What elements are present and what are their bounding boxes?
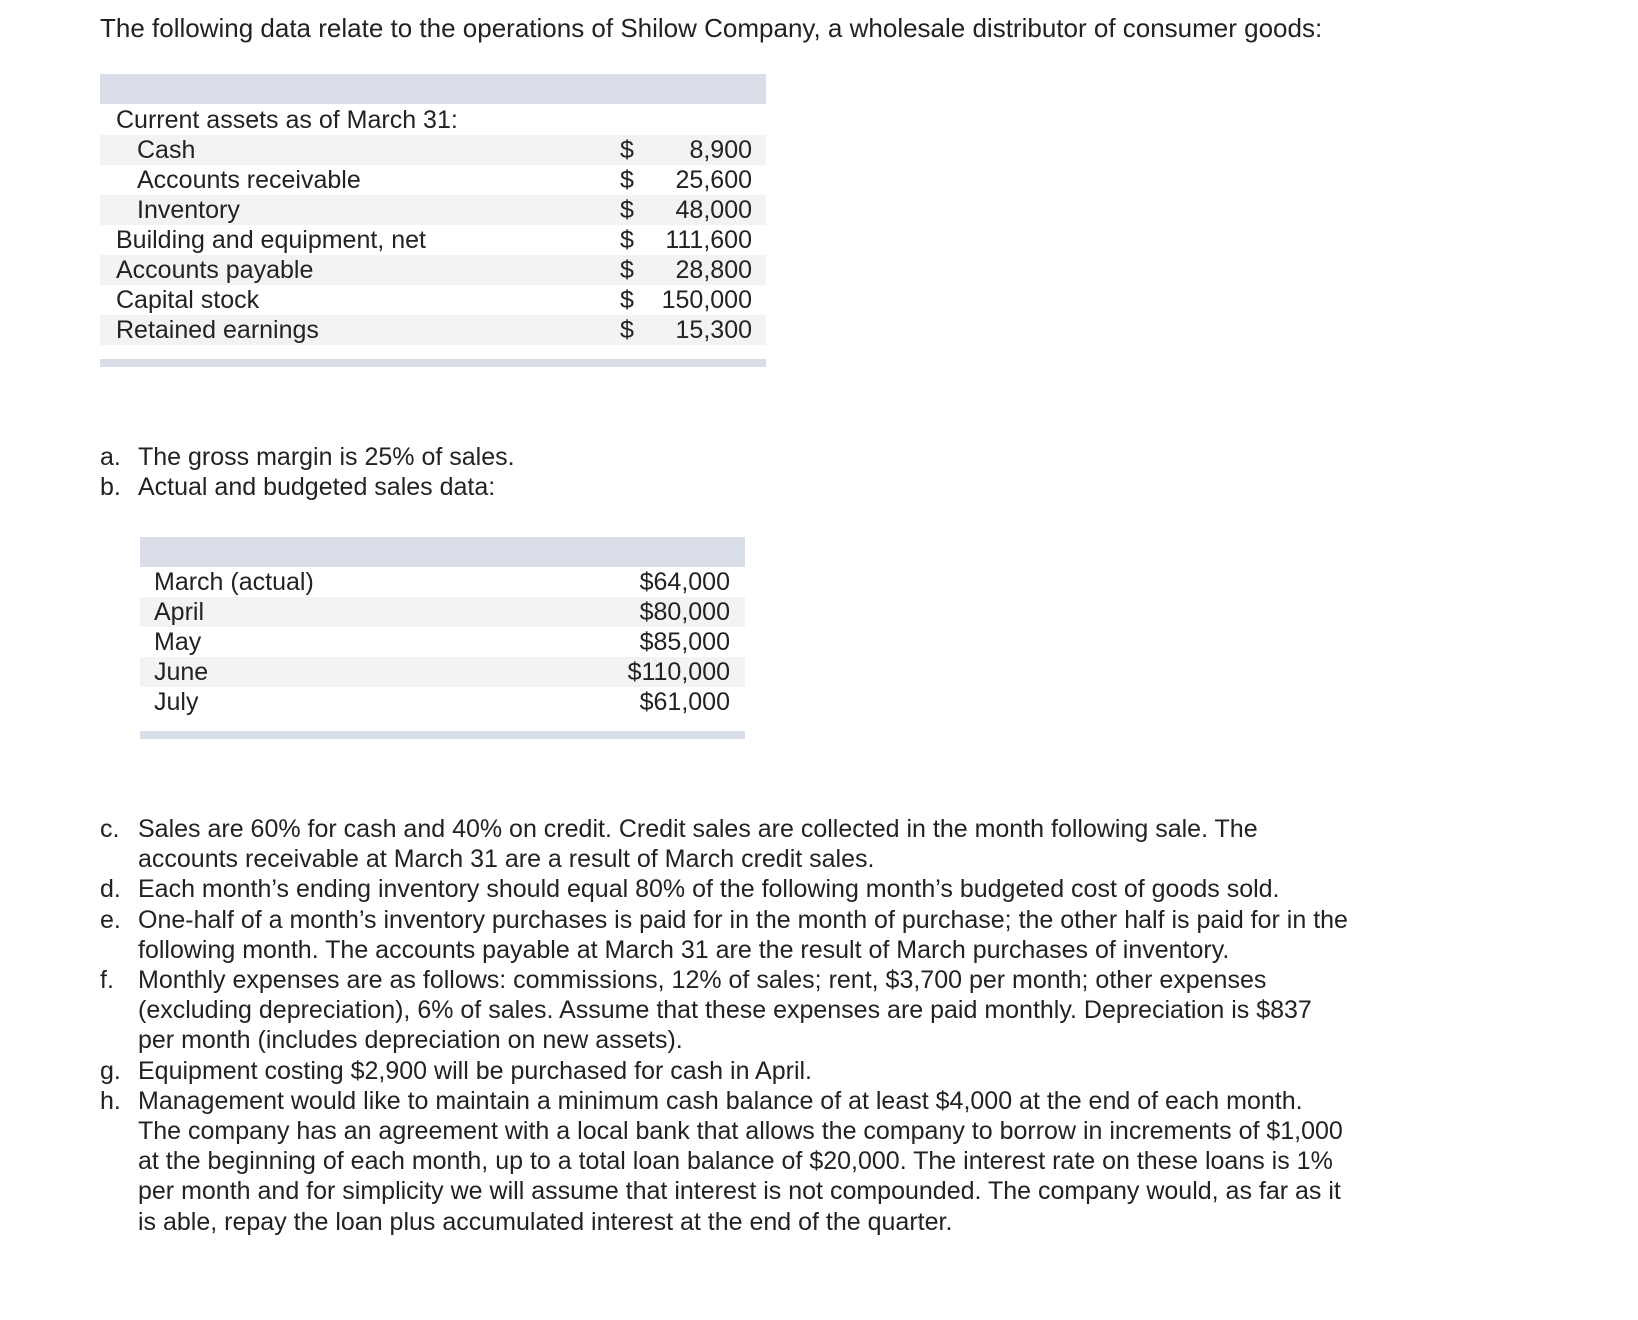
list-item <box>100 905 1348 965</box>
row-amount: 111,600 <box>665 226 752 254</box>
item-text: One-half of a month’s inventory purchases is paid for in the month of purchase; the other half is paid for in the following month. The accounts payable at March 31 are the result of March purchases of inventory. <box>138 905 1348 964</box>
table-header-bar <box>100 74 766 104</box>
table-row <box>100 225 766 255</box>
row-label: April <box>154 598 205 626</box>
table-row <box>100 315 766 345</box>
currency-sign: $ <box>620 256 634 284</box>
table-row <box>140 567 745 597</box>
row-amount: 8,900 <box>689 136 752 164</box>
item-letter: c. <box>100 815 120 843</box>
row-value: $80,000 <box>639 598 730 626</box>
item-letter: a. <box>100 443 121 471</box>
row-label: Accounts receivable <box>137 166 361 194</box>
table-row <box>100 135 766 165</box>
currency-sign: $ <box>620 196 634 224</box>
row-label: Accounts payable <box>116 256 314 284</box>
table-row <box>100 195 766 225</box>
list-item <box>100 874 1348 904</box>
row-label: March (actual) <box>154 568 314 596</box>
item-text: Monthly expenses are as follows: commissions, 12% of sales; rent, $3,700 per month; other expenses (excluding depreciation), 6% of sales. Assume that these expenses are paid monthly. Depreciation is $837 per month (includes depreciation on new assets). <box>138 966 1312 1055</box>
balance-heading: Current assets as of March 31: <box>116 106 458 134</box>
item-text: The gross margin is 25% of sales. <box>138 443 515 471</box>
list-item <box>100 965 1348 1056</box>
row-value: $110,000 <box>627 658 730 686</box>
table-row <box>140 657 745 687</box>
item-text: Actual and budgeted sales data: <box>138 473 496 502</box>
row-label: Inventory <box>137 196 240 224</box>
list-item <box>100 1056 1348 1086</box>
intro-text: The following data relate to the operations of Shilow Company, a wholesale distributor of consumer goods: <box>100 13 1323 43</box>
row-amount: 28,800 <box>675 256 752 284</box>
row-value: $64,000 <box>639 568 730 596</box>
item-text: Each month’s ending inventory should equal 80% of the following month’s budgeted cost of goods sold. <box>138 875 1280 904</box>
currency-sign: $ <box>620 286 634 314</box>
item-letter: h. <box>100 1086 121 1115</box>
row-value: $61,000 <box>639 688 730 716</box>
items-ab-list <box>100 442 1348 502</box>
row-label: Building and equipment, net <box>116 226 426 254</box>
list-item <box>100 442 1348 472</box>
items-ch-list <box>100 814 1348 1237</box>
balance-table <box>100 74 766 367</box>
table-row <box>100 285 766 315</box>
item-letter: e. <box>100 905 121 934</box>
list-item <box>100 814 1348 874</box>
row-value: $85,000 <box>639 628 730 656</box>
item-letter: f. <box>100 966 114 995</box>
row-label: July <box>154 688 199 716</box>
table-header-bar <box>140 537 745 567</box>
item-letter: d. <box>100 875 121 904</box>
table-footer-bar <box>100 359 766 367</box>
item-text: Equipment costing $2,900 will be purchased for cash in April. <box>138 1056 812 1085</box>
currency-sign: $ <box>620 136 634 164</box>
item-text: Sales are 60% for cash and 40% on credit. Credit sales are collected in the month following sale. The accounts receivable at March 31 are a result of March credit sales. <box>138 815 1258 874</box>
row-amount: 150,000 <box>661 286 752 314</box>
row-label: Capital stock <box>116 286 260 314</box>
row-label: June <box>154 658 209 686</box>
currency-sign: $ <box>620 226 634 254</box>
currency-sign: $ <box>620 166 634 194</box>
row-label: Retained earnings <box>116 316 319 344</box>
sales-table <box>140 537 745 739</box>
row-amount: 48,000 <box>675 196 752 224</box>
table-row <box>100 165 766 195</box>
table-row <box>100 255 766 285</box>
table-row <box>140 687 745 717</box>
row-amount: 15,300 <box>675 316 752 344</box>
item-text: Management would like to maintain a minimum cash balance of at least $4,000 at the end of each month. The company has an agreement with a local bank that allows the company to borrow in increments of $1,000 at the beginning of each month, up to a total loan balance of $20,000. The interest rate on these loans is 1% per month and for simplicity we will assume that interest is not compounded. The company would, as far as it is able, repay the loan plus accumulated interest at the end of the quarter. <box>138 1086 1343 1236</box>
table-row <box>140 627 745 657</box>
list-item <box>100 1086 1348 1237</box>
currency-sign: $ <box>620 316 634 344</box>
item-letter: b. <box>100 473 121 502</box>
row-amount: 25,600 <box>675 166 752 194</box>
row-label: May <box>154 628 202 656</box>
item-letter: g. <box>100 1056 121 1085</box>
table-row <box>140 597 745 627</box>
table-footer-bar <box>140 731 745 739</box>
list-item <box>100 472 1348 502</box>
row-label: Cash <box>137 136 196 164</box>
